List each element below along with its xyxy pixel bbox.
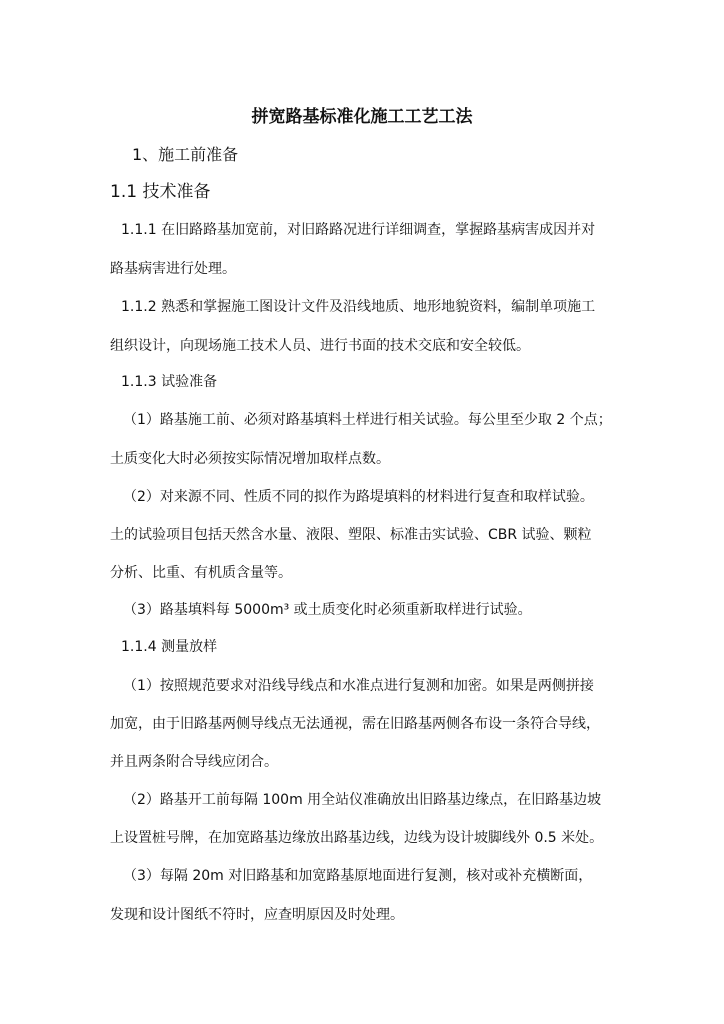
paragraph-line: （1）按照规范要求对沿线导线点和水准点进行复测和加密。如果是两侧拼接 <box>123 678 594 694</box>
paragraph-line: 路基病害进行处理。 <box>110 261 236 277</box>
section-heading-1: 1、施工前准备 <box>132 145 239 164</box>
paragraph-line: 上设置桩号牌，在加宽路基边缘放出路基边线，边线为设计坡脚线外 0.5 米处。 <box>110 830 604 846</box>
paragraph-line: 发现和设计图纸不符时，应查明原因及时处理。 <box>110 907 404 923</box>
subsection-heading: 1.1.3 试验准备 <box>121 374 218 390</box>
paragraph-line: （2）路基开工前每隔 100m 用全站仪准确放出旧路基边缘点，在旧路基边坡 <box>123 792 602 808</box>
section-heading-1-1: 1.1 技术准备 <box>110 182 211 202</box>
paragraph-line: 土的试验项目包括天然含水量、液限、塑限、标准击实试验、CBR 试验、颗粒 <box>110 527 592 543</box>
paragraph-line: 1.1.1 在旧路路基加宽前，对旧路路况进行详细调查，掌握路基病害成因并对 <box>121 222 596 238</box>
paragraph-line: 分析、比重、有机质含量等。 <box>110 565 292 581</box>
paragraph-line: 组织设计，向现场施工技术人员、进行书面的技术交底和安全较低。 <box>110 338 530 354</box>
paragraph-line: （3）路基填料每 5000m³ 或土质变化时必须重新取样进行试验。 <box>123 602 532 618</box>
paragraph-line: 土质变化大时必须按实际情况增加取样点数。 <box>110 451 390 467</box>
subsection-heading: 1.1.4 测量放样 <box>121 639 218 655</box>
paragraph-line: （2）对来源不同、性质不同的拟作为路堤填料的材料进行复查和取样试验。 <box>123 489 594 505</box>
document-title: 拼宽路基标准化施工工艺工法 <box>251 107 473 127</box>
paragraph-line: 1.1.2 熟悉和掌握施工图设计文件及沿线地质、地形地貌资料，编制单项施工 <box>121 299 596 315</box>
paragraph-line: 加宽，由于旧路基两侧导线点无法通视，需在旧路基两侧各布设一条符合导线， <box>110 716 600 732</box>
paragraph-line: （1）路基施工前、必须对路基填料土样进行相关试验。每公里至少取 2 个点； <box>123 412 612 428</box>
paragraph-line: （3）每隔 20m 对旧路基和加宽路基原地面进行复测，核对或补充横断面， <box>123 868 593 884</box>
paragraph-line: 并且两条附合导线应闭合。 <box>110 754 278 770</box>
